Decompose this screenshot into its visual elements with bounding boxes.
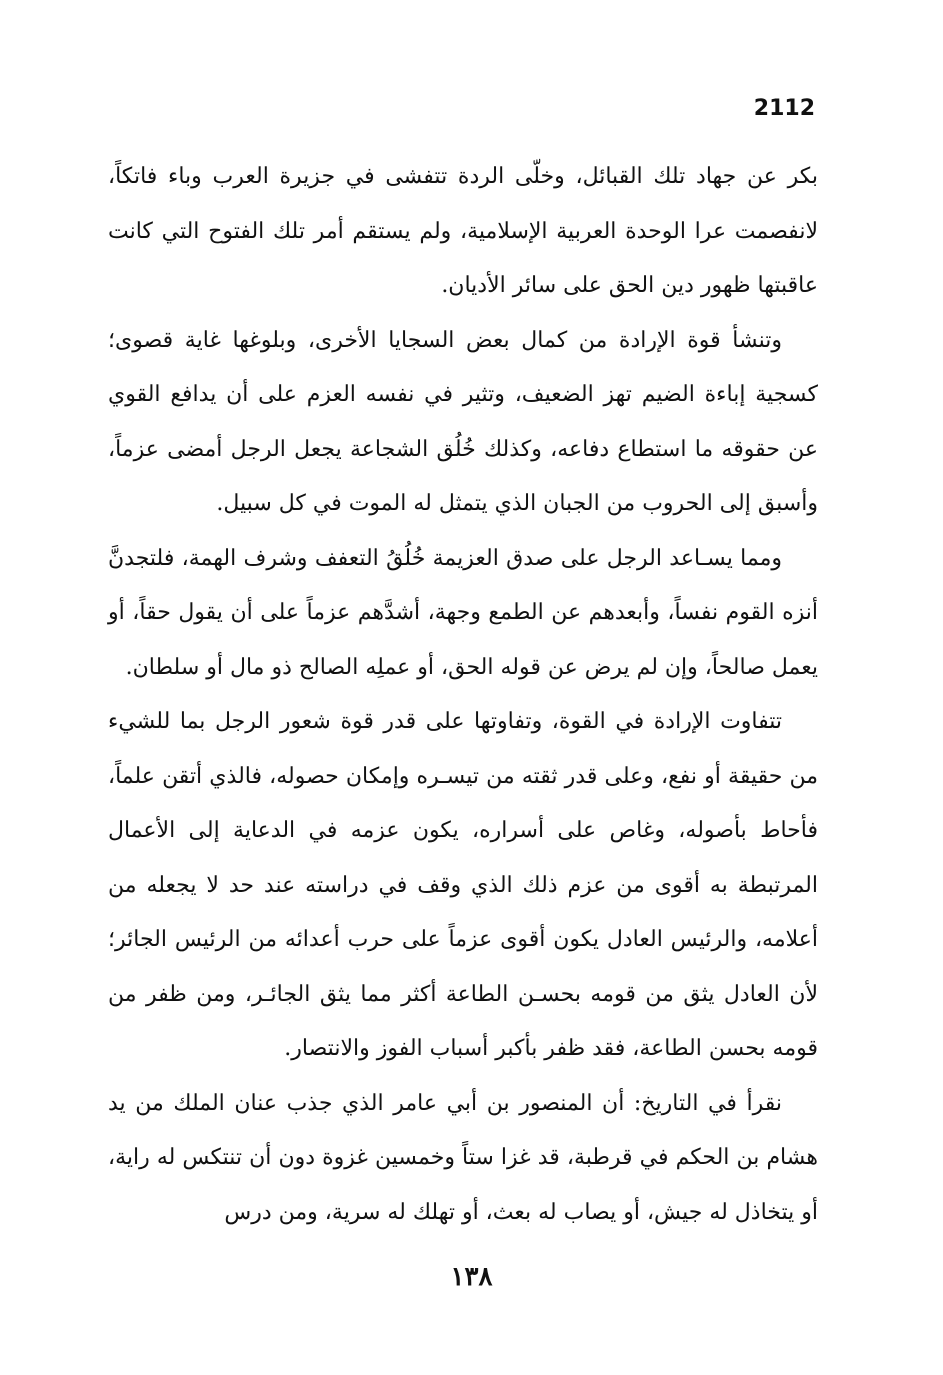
- paragraph-4: تتفاوت الإرادة في القوة، وتفاوتها على قدر قوة شعور الرجل بما للشيء من حقيقة أو نفع، وعلى قدر ثقته من تيسـره وإمكان حصوله، فالذي أتقن علماً، فأحاط بأصوله، وغاص على أسراره، يكون عزمه في الدعاية إلى الأعمال المرتبطة به أقوى من عزم ذلك الذي وقف في دراسته عند حد لا يجعله من أعلامه، والرئيس العادل يكون أقوى عزماً على حرب أعدائه من الرئيس الجائر؛ لأن العادل يثق من قومه بحسـن الطاعة أكثر مما يثق الجائـر، ومن ظفر من قومه بحسن الطاعة، فقد ظفر بأكبر أسباب الفوز والانتصار.: [108, 709, 818, 1061]
- paragraph-3: ومما يسـاعد الرجل على صدق العزيمة خُلُقُ التعفف وشرف الهمة، فلتجدنَّ أنزه القوم نفساً، وأبعدهم عن الطمع وجهة، أشدَّهم عزماً على أن يقول حقاً، أو يعمل صالحاً، وإن لم يرض عن قوله الحق، أو عملِه الصالح ذو مال أو سلطان.: [108, 545, 818, 680]
- page-number: ١٣٨: [450, 1262, 493, 1292]
- body-text: [108, 150, 818, 1240]
- paragraph-5: نقرأ في التاريخ: أن المنصور بن أبي عامر الذي جذب عنان الملك من يد هشام بن الحكم في قرطبة، قد غزا ستاً وخمسين غزوة دون أن تنتكس له راية، أو يتخاذل له جيش، أو يصاب له بعث، أو تهلك له سرية، ومن درس: [108, 1090, 818, 1225]
- paragraph-2: وتنشأ قوة الإرادة من كمال بعض السجايا الأخرى، وبلوغها غاية قصوى؛ كسجية إباءة الضيم تهز الضعيف، وتثير في نفسه العزم على أن يدافع القوي عن حقوقه ما استطاع دفاعه، وكذلك خُلُق الشجاعة يجعل الرجل أمضى عزماً، وأسبق إلى الحروب من الجبان الذي يتمثل له الموت في كل سبيل.: [108, 327, 818, 516]
- paragraph-1: بكر عن جهاد تلك القبائل، وخلّى الردة تتفشى في جزيرة العرب وباء فاتكاً، لانفصمت عرا الوحدة العربية الإسلامية، ولم يستقم أمر تلك الفتوح التي كانت عاقبتها ظهور دين الحق على سائر الأديان.: [108, 164, 818, 298]
- page-code: 2112: [753, 96, 815, 121]
